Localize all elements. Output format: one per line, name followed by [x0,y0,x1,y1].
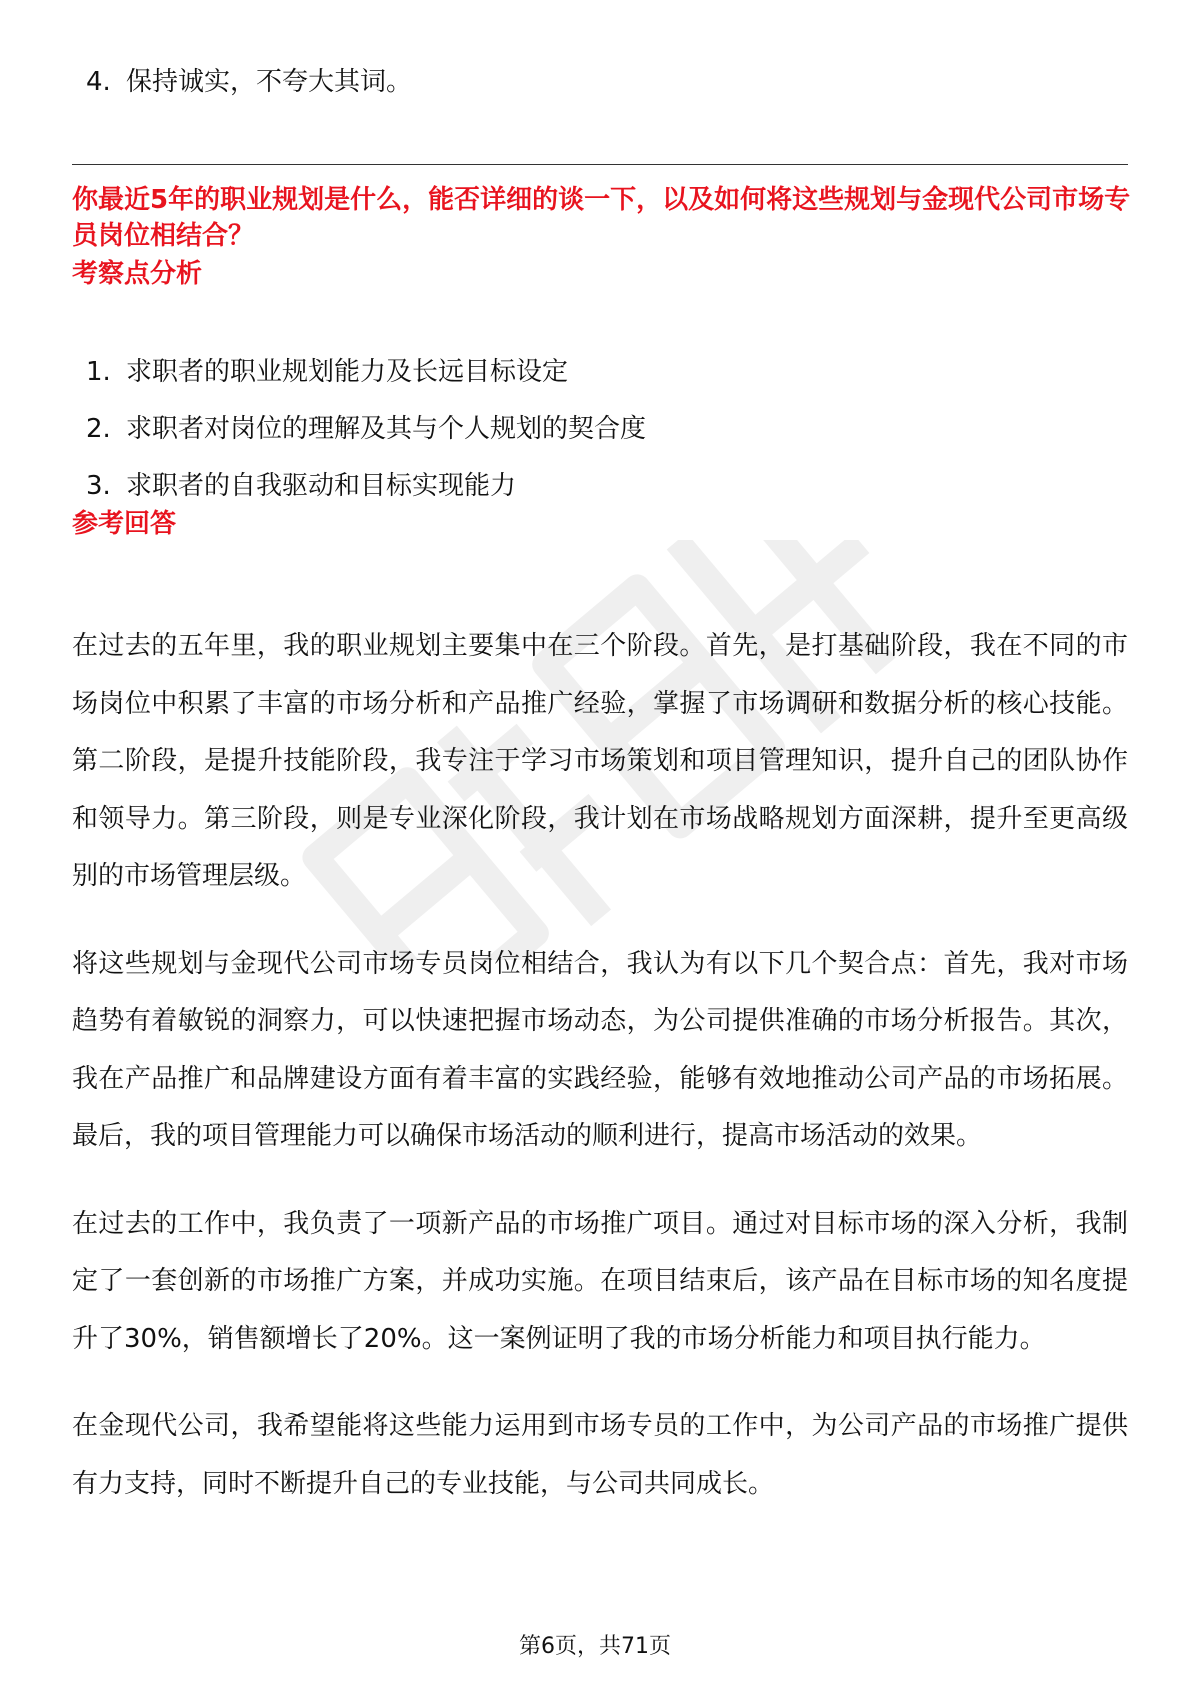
list-item-number: 1. [86,357,111,387]
list-item-text: 求职者对岗位的理解及其与个人规划的契合度 [126,414,647,444]
answer-body [72,618,1128,1543]
answer-paragraph: 在过去的五年里，我的职业规划主要集中在三个阶段。首先，是打基础阶段，我在不同的市场岗位中积累了丰富的市场分析和产品推广经验，掌握了市场调研和数据分析的核心技能。第二阶段，是提升技能阶段，我专注于学习市场策划和项目管理知识，提升自己的团队协作和领导力。第三阶段，则是专业深化阶段，我计划在市场战略规划方面深耕，提升至更高级别的市场管理层级。 [72,631,1128,891]
list-item [86,352,646,409]
answer-heading: 参考回答 [72,509,177,539]
list-item-text: 保持诚实，不夸大其词。 [126,67,413,97]
question-heading: 你最近5年的职业规划是什么，能否详细的谈一下，以及如何将这些规划与金现代公司市场专员岗位相结合？ [72,185,1131,251]
section-divider [72,164,1128,165]
list-item-number: 4. [86,67,111,97]
answer-paragraph: 在金现代公司，我希望能将这些能力运用到市场专员的工作中，为公司产品的市场推广提供有力支持，同时不断提升自己的专业技能，与公司共同成长。 [72,1411,1128,1499]
list-item [86,409,646,466]
list-item-text: 求职者的职业规划能力及长远目标设定 [126,357,569,387]
list-item-text: 求职者的自我驱动和目标实现能力 [126,471,517,501]
list-item-number: 3. [86,471,111,501]
page-number-footer: 第6页，共71页 [519,1634,671,1659]
list-item-4 [86,62,412,102]
analysis-heading: 考察点分析 [72,259,203,289]
analysis-points-list [86,352,646,523]
list-item-number: 2. [86,414,111,444]
answer-paragraph: 将这些规划与金现代公司市场专员岗位相结合，我认为有以下几个契合点：首先，我对市场趋势有着敏锐的洞察力，可以快速把握市场动态，为公司提供准确的市场分析报告。其次，我在产品推广和品牌建设方面有着丰富的实践经验，能够有效地推动公司产品的市场拓展。最后，我的项目管理能力可以确保市场活动的顺利进行，提高市场活动的效果。 [72,948,1128,1151]
answer-paragraph: 在过去的工作中，我负责了一项新产品的市场推广项目。通过对目标市场的深入分析，我制定了一套创新的市场推广方案，并成功实施。在项目结束后，该产品在目标市场的知名度提升了30%，销售额增长了20%。这一案例证明了我的市场分析能力和项目执行能力。 [72,1208,1128,1354]
